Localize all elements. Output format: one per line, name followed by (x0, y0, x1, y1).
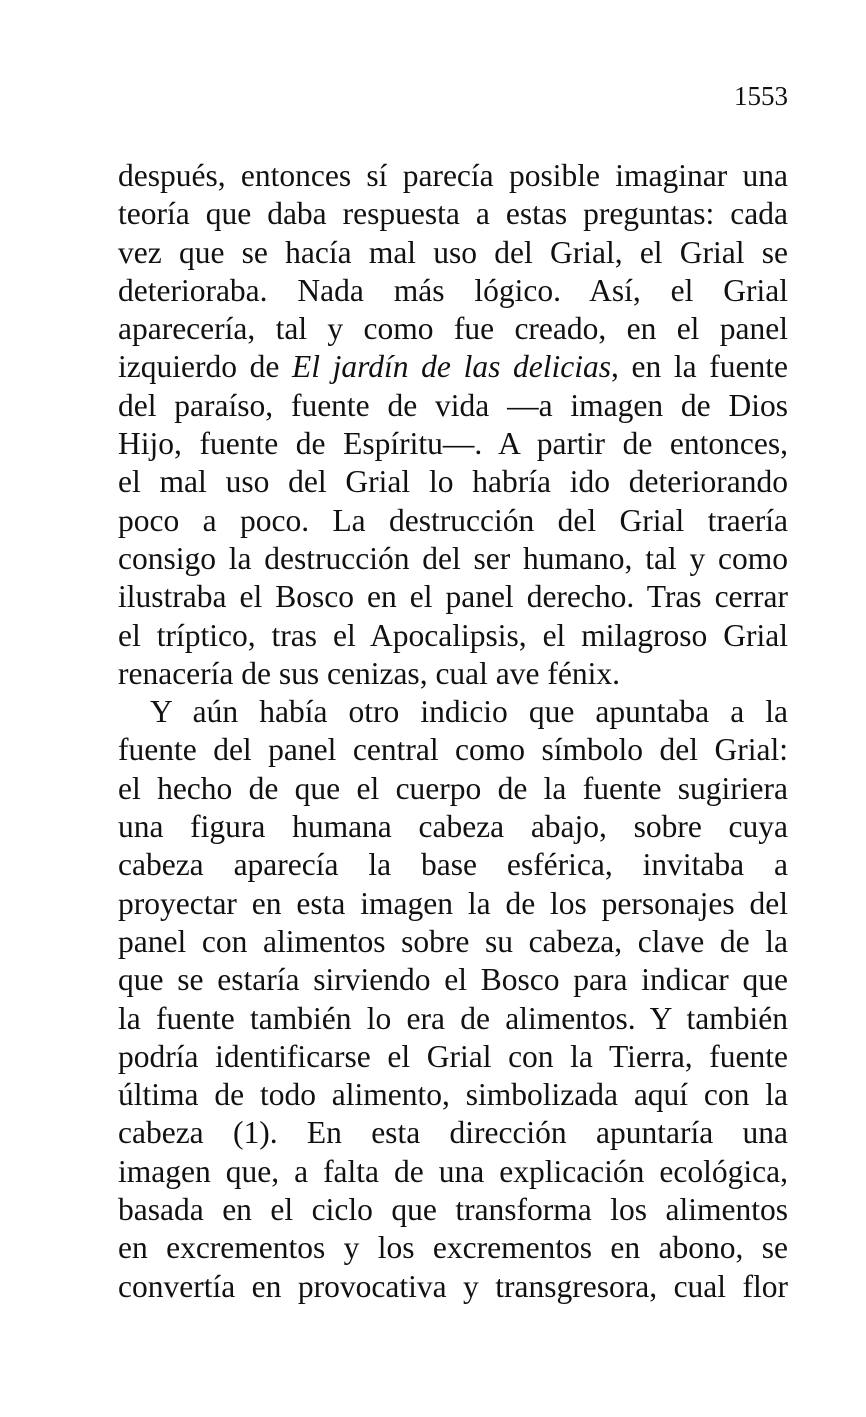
text-line (118, 310, 788, 348)
text-run: izquierdo de (118, 349, 293, 385)
text-run: basada en el ciclo que transforma los alimentos (118, 1192, 788, 1228)
text-run: consigo la destrucción del ser humano, tal y como (118, 540, 788, 576)
text-run: podría identificarse el Grial con la Tierra, fuente (118, 1038, 788, 1074)
text-line (118, 387, 788, 425)
text-line (118, 195, 788, 233)
text-run: vez que se hacía mal uso del Grial, el Grial se (118, 234, 788, 270)
text-run: el hecho de que el cuerpo de la fuente sugiriera (118, 770, 788, 806)
text-line (118, 655, 788, 693)
paragraph (118, 693, 788, 1306)
text-line (118, 693, 788, 731)
text-run: el tríptico, tras el Apocalipsis, el milagroso Grial (118, 617, 788, 653)
text-line (118, 272, 788, 310)
text-run: la fuente también lo era de alimentos. Y también (118, 1000, 788, 1036)
text-run: proyectar en esta imagen la de los personajes del (118, 885, 788, 921)
body-text (118, 157, 788, 1306)
paragraph (118, 157, 788, 693)
text-line (118, 1229, 788, 1267)
text-run: aparecería, tal y como fue creado, en el panel (118, 311, 788, 347)
text-line (118, 234, 788, 272)
text-line (118, 731, 788, 769)
text-run: una figura humana cabeza abajo, sobre cuya (118, 809, 788, 845)
text-run: fuente del panel central como símbolo del Grial: (118, 732, 788, 768)
text-run: cabeza (1). En esta dirección apuntaría una (118, 1115, 788, 1151)
text-line (118, 157, 788, 195)
text-line (118, 1114, 788, 1152)
text-run: del paraíso, fuente de vida —a imagen de Dios (118, 387, 788, 423)
text-line (118, 961, 788, 999)
text-line (118, 540, 788, 578)
text-line (118, 463, 788, 501)
text-line (118, 1038, 788, 1076)
text-line (118, 1153, 788, 1191)
text-run: Y aún había otro indicio que apuntaba a la (150, 694, 788, 730)
text-run: ilustraba el Bosco en el panel derecho. Tras cerrar (118, 579, 788, 615)
text-run: imagen que, a falta de una explicación ecológica, (118, 1153, 788, 1189)
text-run: convertía en provocativa y transgresora, cual flor (118, 1268, 788, 1304)
text-line (118, 1000, 788, 1038)
page-number: 1553 (734, 81, 788, 111)
text-run: en excrementos y los excrementos en abono, se (118, 1230, 788, 1266)
text-line (118, 1268, 788, 1306)
text-line (118, 846, 788, 884)
text-run: última de todo alimento, simbolizada aquí con la (118, 1077, 788, 1113)
text-run: después, entonces sí parecía posible imaginar una (118, 158, 788, 193)
italic-title: El jardín de las delicias (292, 349, 611, 385)
text-line (118, 1076, 788, 1114)
text-line (118, 1191, 788, 1229)
text-run: deterioraba. Nada más lógico. Así, el Grial (118, 272, 788, 308)
text-run: Hijo, fuente de Espíritu—. A partir de entonces, (118, 426, 788, 462)
text-line (118, 502, 788, 540)
text-run: cabeza aparecía la base esférica, invitaba a (118, 847, 788, 883)
text-line (118, 885, 788, 923)
text-run: renacería de sus cenizas, cual ave fénix. (118, 655, 620, 691)
text-line (118, 617, 788, 655)
text-line (118, 770, 788, 808)
text-run: que se estaría sirviendo el Bosco para indicar que (118, 962, 788, 998)
text-line (118, 578, 788, 616)
text-run: poco a poco. La destrucción del Grial traería (118, 502, 788, 538)
text-line (118, 923, 788, 961)
text-run: teoría que daba respuesta a estas preguntas: cada (118, 196, 788, 232)
text-run: el mal uso del Grial lo habría ido deteriorando (118, 464, 788, 500)
text-line (118, 808, 788, 846)
text-run: panel con alimentos sobre su cabeza, clave de la (118, 923, 788, 959)
text-run: , en la fuente (610, 349, 788, 385)
text-line (118, 348, 788, 386)
text-line (118, 425, 788, 463)
